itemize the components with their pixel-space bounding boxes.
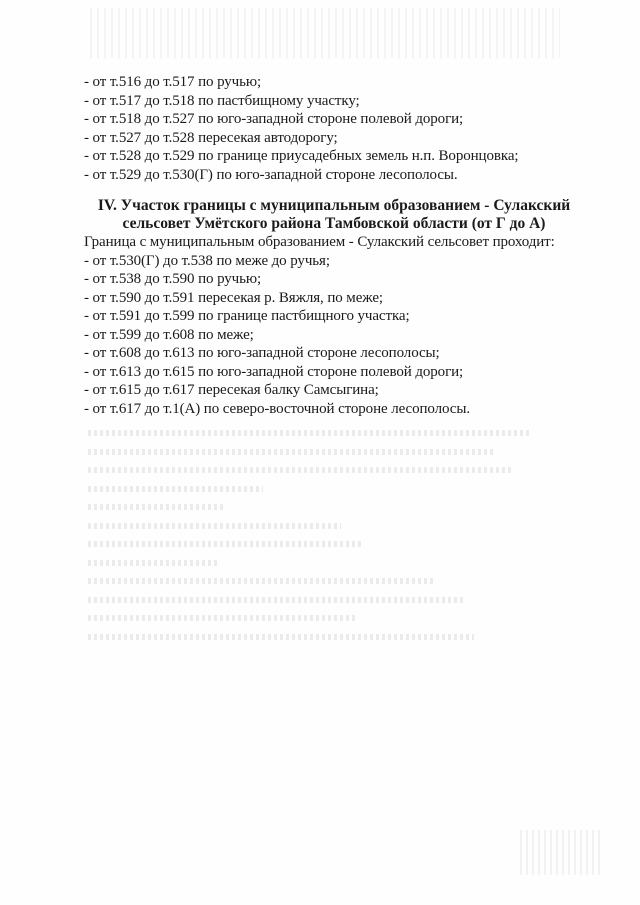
bleed-through-text xyxy=(88,430,548,652)
scan-noise-top xyxy=(90,8,560,58)
list-item: - от т.615 до т.617 пересекая балку Самсыгина; xyxy=(84,382,379,398)
list-item: - от т.517 до т.518 по пастбищному участку; xyxy=(84,92,360,109)
list-item: - от т.617 до т.1(А) по северо-восточной стороне лесополосы. xyxy=(84,400,470,417)
section-heading-line2: сельсовет Умётского района Тамбовской области (от Г до А) xyxy=(122,214,546,232)
list-item: - от т.529 до т.530(Г) по юго-западной стороне лесополосы. xyxy=(84,166,458,183)
scan-noise-corner xyxy=(520,830,600,875)
section-heading-line1: IV. Участок границы с муниципальным образованием - Сулакский xyxy=(97,197,571,214)
list-item: - от т.613 до т.615 по юго-западной стороне полевой дороги; xyxy=(84,363,464,380)
list-item: - от т.538 до т.590 по ручью; xyxy=(84,271,262,287)
list-item: - от т.608 до т.613 по юго-западной стороне лесополосы; xyxy=(84,345,440,361)
boundary-list-b xyxy=(84,233,604,418)
section-intro: Граница с муниципальным образованием - Сулакский сельсовет проходит: xyxy=(84,234,555,250)
list-item: - от т.528 до т.529 по границе приусадебных земель н.п. Воронцовка; xyxy=(84,148,519,164)
list-item: - от т.518 до т.527 по юго-западной стороне полевой дороги; xyxy=(84,111,464,127)
section-heading xyxy=(84,197,584,232)
list-item: - от т.591 до т.599 по границе пастбищного участка; xyxy=(84,308,410,324)
list-item: - от т.599 до т.608 по меже; xyxy=(84,326,254,343)
list-item: - от т.590 до т.591 пересекая р. Вяжля, по меже; xyxy=(84,289,383,306)
list-item: - от т.527 до т.528 пересекая автодорогу; xyxy=(84,129,338,146)
list-item: - от т.516 до т.517 по ручью; xyxy=(84,74,262,90)
boundary-list-a xyxy=(84,73,604,184)
list-item: - от т.530(Г) до т.538 по меже до ручья; xyxy=(84,252,330,269)
